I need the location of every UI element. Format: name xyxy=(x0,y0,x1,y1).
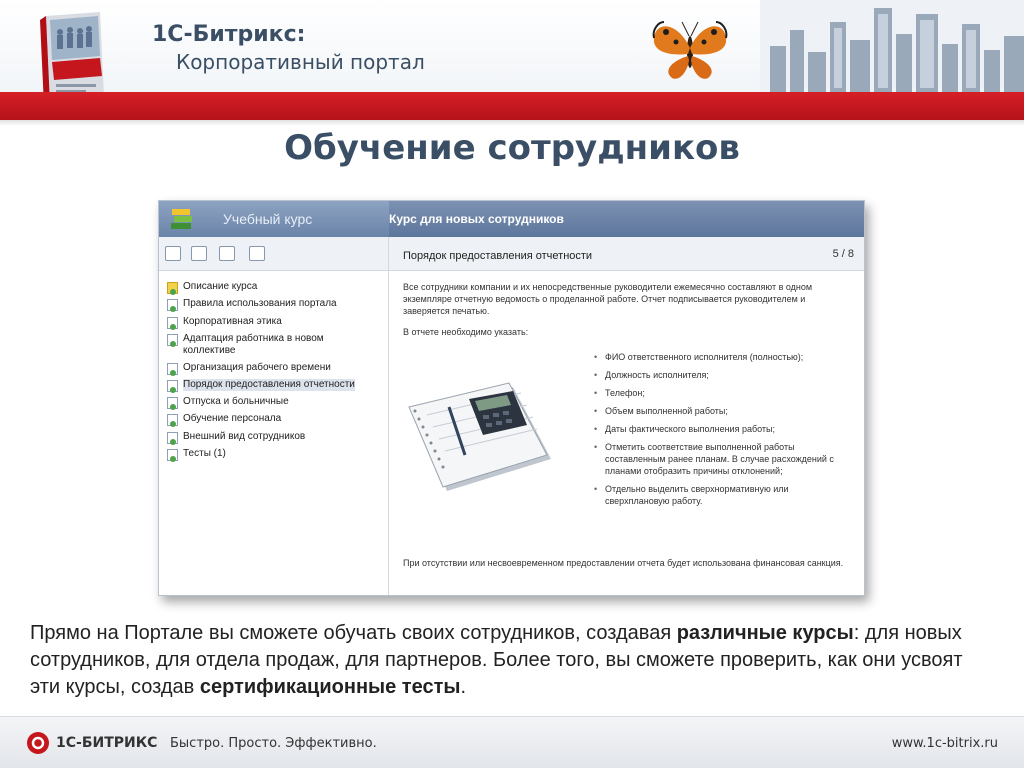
footer-slogan: Быстро. Просто. Эффективно. xyxy=(170,736,377,751)
lesson-icon xyxy=(167,397,178,409)
toc-item[interactable]: Организация рабочего времени xyxy=(167,362,331,375)
lesson-icon xyxy=(167,363,178,375)
course-label: Учебный курс xyxy=(223,211,313,227)
brand-subtitle: Корпоративный портал xyxy=(176,50,425,74)
brand-title: 1С-Битрикс: xyxy=(152,22,306,47)
course-icon xyxy=(167,282,178,294)
lesson-icon xyxy=(167,299,178,311)
toc-item-active[interactable]: Порядок предоставления отчетности xyxy=(167,379,355,392)
course-name: Курс для новых сотрудников xyxy=(389,212,564,226)
lesson-need-label: В отчете необходимо указать: xyxy=(403,327,529,337)
lesson-icon xyxy=(167,380,178,392)
toc-item[interactable]: Внешний вид сотрудников xyxy=(167,431,305,444)
books-icon xyxy=(169,205,195,233)
header-red-band xyxy=(0,92,1024,120)
list-item: • Объем выполненной работы; xyxy=(593,405,855,417)
page-counter: 5 / 8 xyxy=(832,248,854,260)
list-item: • Телефон; xyxy=(593,387,855,399)
footer-url[interactable]: www.1c-bitrix.ru xyxy=(891,736,998,751)
bitrix-logo-icon xyxy=(26,731,50,755)
lesson-title: Порядок предоставления отчетности xyxy=(403,250,593,262)
butterfly-image xyxy=(648,12,732,82)
course-toolbar xyxy=(159,237,389,271)
toc-item[interactable]: Правила использования портала xyxy=(167,298,337,311)
lesson-icon xyxy=(167,414,178,426)
lesson-footnote: При отсутствии или несвоевременном предоставлении отчета будет использована финансовая санкция. xyxy=(403,558,844,568)
footer-brand: 1С-БИТРИКС xyxy=(56,735,158,751)
toc-item[interactable]: Адаптация работника в новом коллективе xyxy=(167,333,367,357)
lesson-content xyxy=(389,271,865,596)
lesson-icon xyxy=(167,317,178,329)
requirements-list xyxy=(593,351,855,513)
toc-item[interactable]: Тесты (1) xyxy=(167,448,226,461)
footer xyxy=(0,716,1024,768)
page-title: Обучение сотрудников xyxy=(284,128,740,168)
learning-module-screenshot xyxy=(158,200,865,596)
list-item: • Отметить соответствие выполненной работы составленным ранее планам. В случае расхождений с планами отобразить причины отклонений; xyxy=(593,441,855,477)
notebook-calculator-image xyxy=(403,381,555,499)
list-item: • Даты фактического выполнения работы; xyxy=(593,423,855,435)
description-text: Прямо на Портале вы сможете обучать своих сотрудников, создавая различные курсы: для новых сотрудников, для отдела продаж, для партнеров. Более того, вы сможете проверить, как они усвоят эти курсы, создав сертификационные тесты. xyxy=(30,622,963,698)
print-icon[interactable] xyxy=(249,246,265,261)
toc-item[interactable]: Обучение персонала xyxy=(167,413,281,426)
course-toc xyxy=(159,271,389,596)
course-header-bar xyxy=(159,201,865,237)
toc-item[interactable]: Отпуска и больничные xyxy=(167,396,289,409)
lesson-icon xyxy=(167,432,178,444)
lesson-intro: Все сотрудники компании и их непосредственные руководители ежемесячно составляют в одном экземпляре отчетную ведомость о проделанной работе. Отчет подписывается руководителем и заверяется печатью. xyxy=(403,282,813,316)
city-skyline-image xyxy=(760,0,1024,92)
lesson-icon xyxy=(167,334,178,346)
list-item: • ФИО ответственного исполнителя (полностью); xyxy=(593,351,855,363)
toc-item[interactable]: Корпоративная этика xyxy=(167,316,282,329)
checklist-icon[interactable] xyxy=(191,246,207,261)
list-item: • Должность исполнителя; xyxy=(593,369,855,381)
lesson-header xyxy=(389,237,865,271)
folder-icon[interactable] xyxy=(219,246,235,261)
list-item: • Отдельно выделить сверхнормативную или сверхплановую работу. xyxy=(593,483,855,507)
toc-item[interactable]: Описание курса xyxy=(167,281,257,294)
toc-icon[interactable] xyxy=(165,246,181,261)
test-icon xyxy=(167,449,178,461)
